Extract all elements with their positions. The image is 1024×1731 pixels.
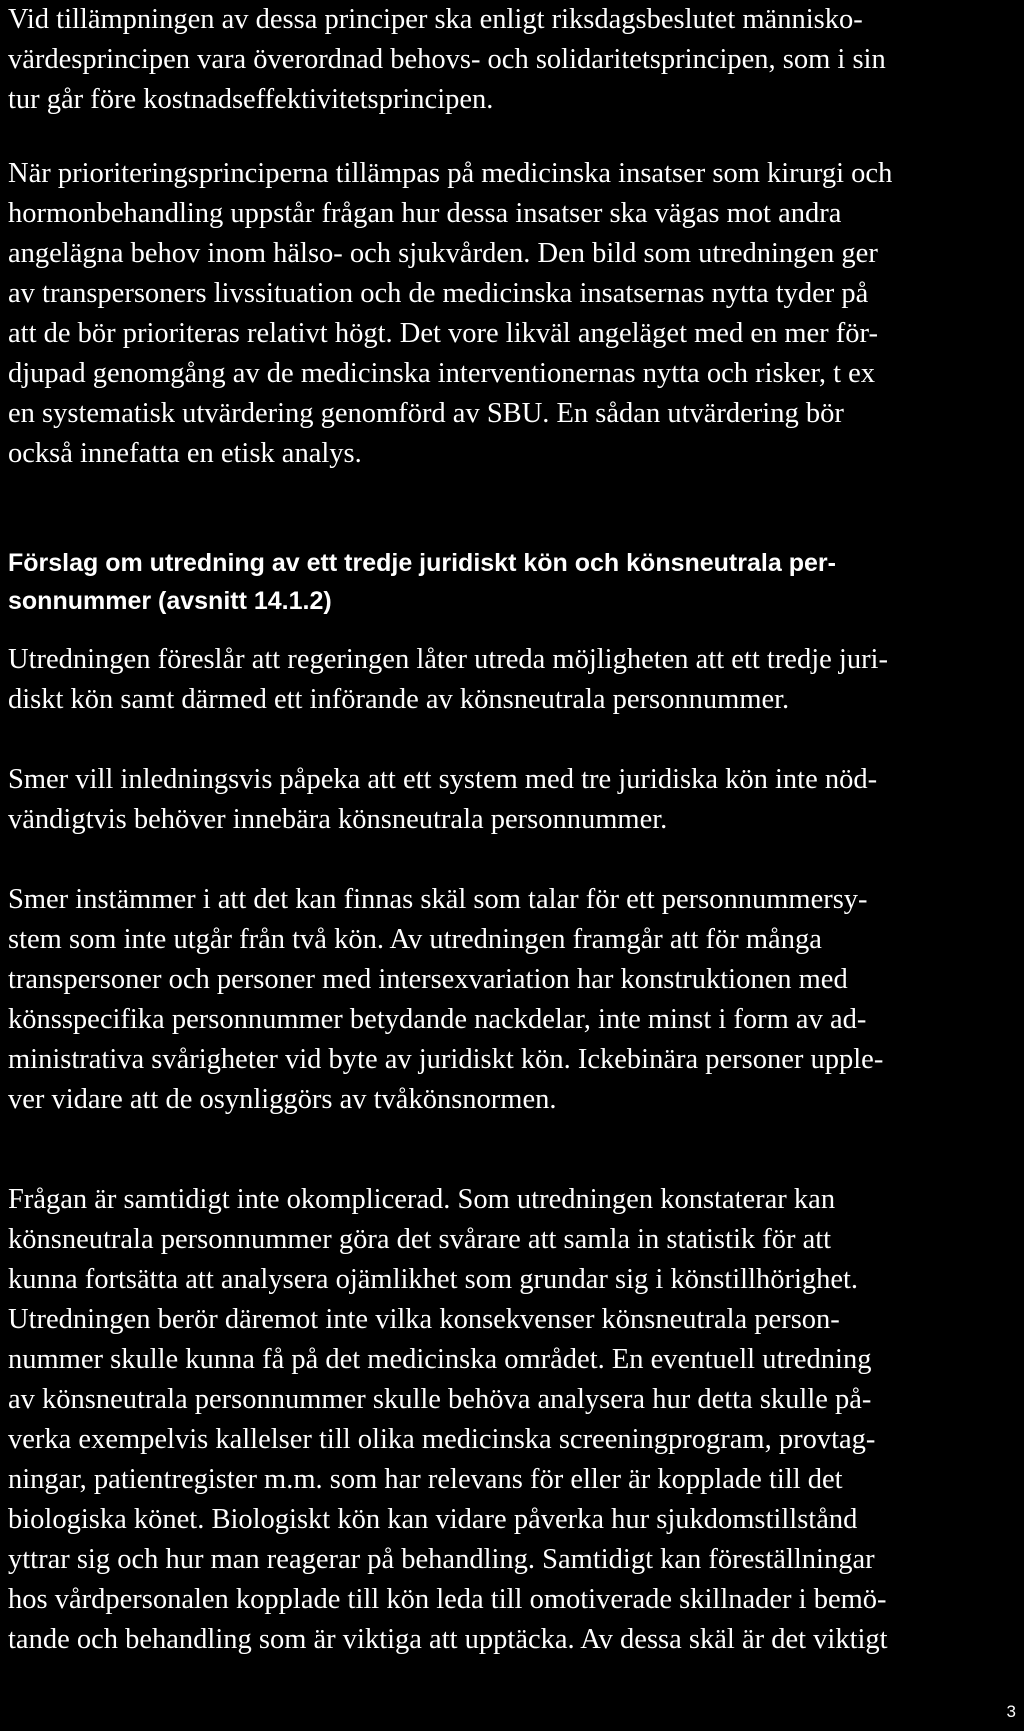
text-line: stem som inte utgår från två kön. Av utredningen framgår att för många — [8, 924, 822, 955]
paragraph-proposal — [8, 640, 888, 720]
text-line: ningar, patientregister m.m. som har relevans för eller är kopplade till det — [8, 1464, 843, 1495]
text-line: Smer instämmer i att det kan finnas skäl som talar för ett personnummersy- — [8, 884, 868, 915]
text-line: Frågan är samtidigt inte okomplicerad. Som utredningen konstaterar kan — [8, 1184, 836, 1215]
page-number: 3 — [1006, 1702, 1016, 1721]
paragraph-smer-initial — [8, 760, 877, 840]
section-heading — [8, 544, 836, 620]
text-line: av transpersoners livssituation och de medicinska insatsernas nytta tyder på — [8, 278, 869, 309]
text-line: nummer skulle kunna få på det medicinska området. En eventuell utredning — [8, 1344, 872, 1375]
text-line: att de bör prioriteras relativt högt. Det vore likväl angeläget med en mer för- — [8, 318, 878, 349]
text-line: Smer vill inledningsvis påpeka att ett system med tre juridiska kön inte nöd- — [8, 764, 878, 795]
paragraph-complexity — [8, 1180, 888, 1660]
text-line: djupad genomgång av de medicinska interventionernas nytta och risker, t ex — [8, 358, 876, 389]
text-line: ministrativa svårigheter vid byte av juridiskt kön. Ickebinära personer upple- — [8, 1044, 884, 1075]
text-line: biologiska könet. Biologiskt kön kan vidare påverka hur sjukdomstillstånd — [8, 1504, 858, 1535]
heading-line: Förslag om utredning av ett tredje juridiskt kön och könsneutrala per- — [8, 549, 836, 577]
paragraph-priority-principles — [8, 0, 886, 120]
text-line: tande och behandling som är viktiga att upptäcka. Av dessa skäl är det viktigt — [8, 1624, 888, 1655]
text-line: en systematisk utvärdering genomförd av SBU. En sådan utvärdering bör — [8, 398, 844, 429]
heading-line: sonnummer (avsnitt 14.1.2) — [8, 587, 332, 615]
text-line: yttrar sig och hur man reagerar på behandling. Samtidigt kan föreställningar — [8, 1544, 875, 1575]
text-line: Utredningen berör däremot inte vilka konsekvenser könsneutrala person- — [8, 1304, 840, 1335]
text-line: transpersoner och personer med intersexvariation har konstruktionen med — [8, 964, 848, 995]
text-line: könsneutrala personnummer göra det svårare att samla in statistik för att — [8, 1224, 832, 1255]
text-line: värdesprincipen vara överordnad behovs- och solidaritetsprincipen, som i sin — [8, 44, 886, 75]
text-line: av könsneutrala personnummer skulle behöva analysera hur detta skulle på- — [8, 1384, 872, 1415]
text-line: vändigtvis behöver innebära könsneutrala personnummer. — [8, 804, 668, 835]
text-line: kunna fortsätta att analysera ojämlikhet som grundar sig i könstillhörighet. — [8, 1264, 859, 1295]
text-line: könsspecifika personnummer betydande nackdelar, inte minst i form av ad- — [8, 1004, 867, 1035]
text-line: verka exempelvis kallelser till olika medicinska screeningprogram, provtag- — [8, 1424, 876, 1455]
text-line: också innefatta en etisk analys. — [8, 438, 362, 469]
paragraph-medical-interventions — [8, 154, 892, 474]
text-line: Vid tillämpningen av dessa principer ska enligt riksdagsbeslutet människo- — [8, 4, 863, 35]
text-line: hormonbehandling uppstår frågan hur dessa insatser ska vägas mot andra — [8, 198, 842, 229]
text-line: När prioriteringsprinciperna tillämpas på medicinska insatser som kirurgi och — [8, 158, 893, 189]
text-line: hos vårdpersonalen kopplade till kön leda till omotiverade skillnader i bemö- — [8, 1584, 887, 1615]
text-line: Utredningen föreslår att regeringen låter utreda möjligheten att ett tredje juri- — [8, 644, 888, 675]
text-line: angelägna behov inom hälso- och sjukvården. Den bild som utredningen ger — [8, 238, 878, 269]
paragraph-smer-agrees — [8, 880, 883, 1120]
text-line: diskt kön samt därmed ett införande av könsneutrala personnummer. — [8, 684, 790, 715]
text-line: ver vidare att de osynliggörs av tvåkönsnormen. — [8, 1084, 557, 1115]
text-line: tur går före kostnadseffektivitetsprincipen. — [8, 84, 494, 115]
